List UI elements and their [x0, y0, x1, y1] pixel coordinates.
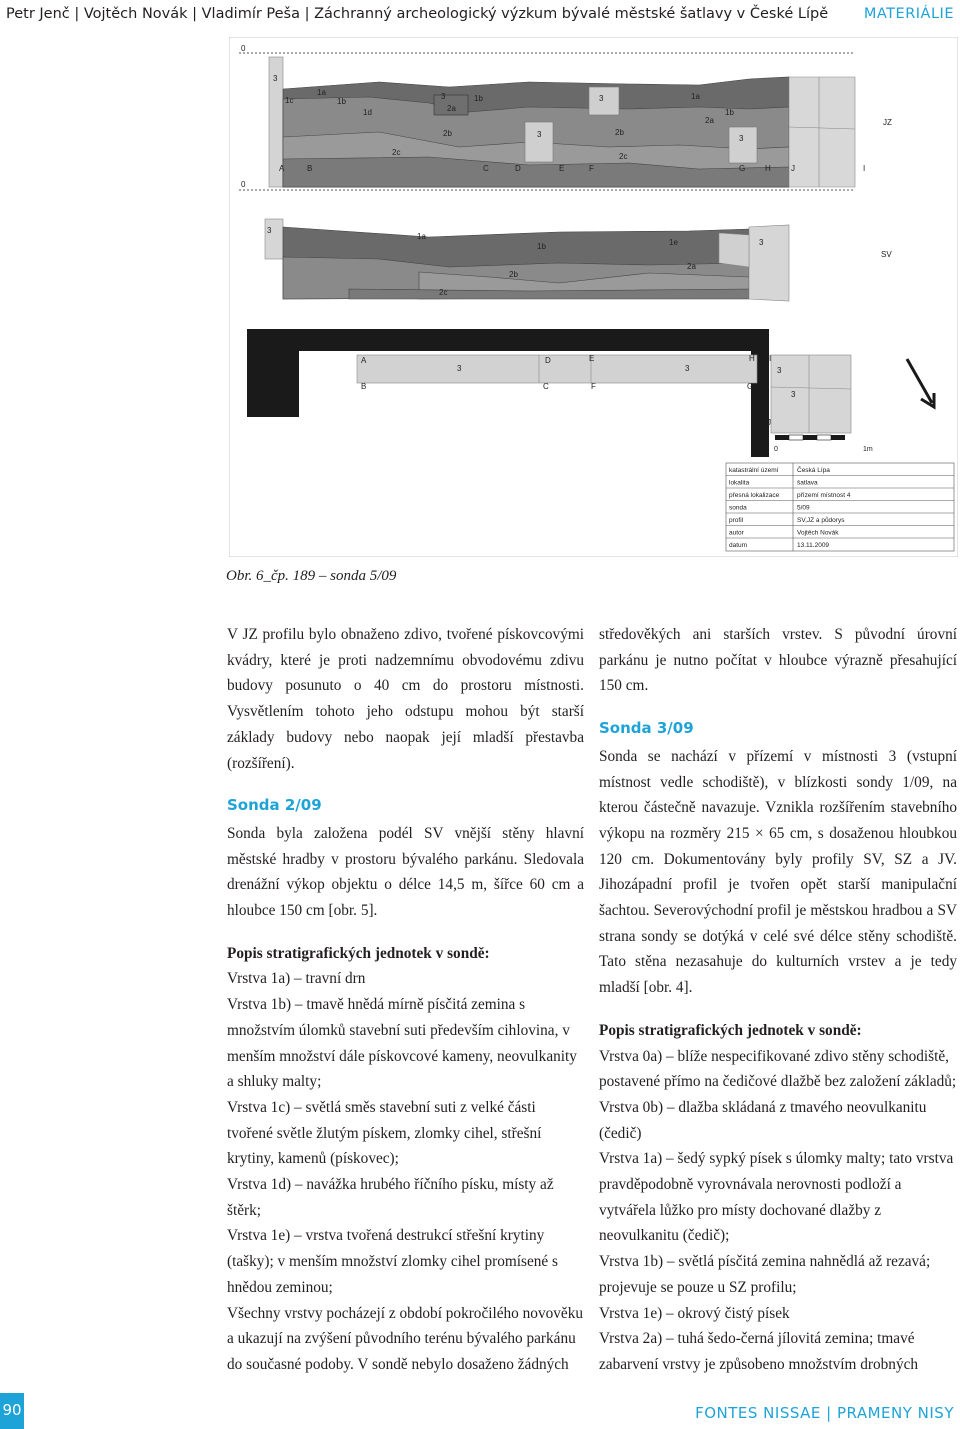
svg-text:3: 3: [273, 74, 278, 83]
paragraph: V JZ profilu bylo obnaženo zdivo, tvořené pískovcovými kvádry, které je proti nadzemnímu obvodovému zdivu budovy posunuto o 40 cm do prostoru místnosti. Vysvětlením tohoto jeho odstupu mohou být starší základy budovy nebo naopak její mladší přestavba (rozšíření).: [227, 626, 584, 772]
left-column: [227, 622, 584, 1378]
svg-text:3: 3: [739, 134, 744, 143]
svg-text:katastrální území: katastrální území: [729, 467, 779, 474]
svg-text:šatlava: šatlava: [797, 479, 818, 487]
svg-text:1b: 1b: [337, 97, 346, 106]
section-label: MATERIÁLIE: [863, 6, 954, 22]
layer-item: Vrstva 0b) – dlažba skládaná z tmavého neovulkanitu (čedič): [599, 1098, 927, 1142]
svg-text:E: E: [589, 354, 595, 363]
section-heading-sonda-2: Sonda 2/09: [227, 796, 322, 815]
svg-text:C: C: [543, 382, 549, 391]
svg-text:3: 3: [441, 92, 446, 101]
layer-item: Vrstva 1d) – navážka hrubého říčního písku, místy až štěrk;: [227, 1176, 554, 1219]
svg-text:lokalita: lokalita: [729, 479, 750, 487]
svg-text:D: D: [515, 164, 521, 173]
scale-end: 1m: [863, 446, 873, 453]
layer-item: Vrstva 1a) – šedý sypký písek s úlomky malty; tato vrstva pravděpodobně vyrovnávala nerovnosti podloží a vytvářela lůžko pro místy dochované dlažby z neovulkanitu (čedič);: [599, 1150, 954, 1245]
layer-item: Vrstva 1c) – světlá směs stavební suti z velké části tvořené světle žlutým pískem, zlomky cihel, střešní krytiny, kamenů (pískovec);: [227, 1098, 542, 1168]
layer-item: Vrstva 2a) – tuhá šedo-černá jílovitá zemina; tmavé zabarvení vrstvy je způsobeno množstvím drobných: [599, 1330, 919, 1373]
svg-text:3: 3: [777, 366, 782, 375]
svg-text:2c: 2c: [392, 148, 401, 157]
svg-text:2a: 2a: [687, 262, 696, 271]
right-column: [599, 622, 957, 1378]
depth-zero-mid: 0: [241, 180, 246, 189]
page-number: 90: [0, 1393, 24, 1429]
layer-item: Vrstva 1b) – světlá písčitá zemina nahnědlá až rezavá; projevuje se pouze u SZ profilu;: [599, 1253, 931, 1296]
depth-zero-top: 0: [241, 44, 246, 53]
svg-text:Vojtěch Novák: Vojtěch Novák: [797, 529, 839, 537]
svg-text:JZ: JZ: [883, 118, 892, 127]
svg-text:2a: 2a: [705, 116, 714, 125]
scale-zero: 0: [774, 446, 778, 453]
paragraph: Sonda se nachází v přízemí v místnosti 3 (vstupní místnost vedle schodiště), v blízkosti sondy 1/09, na kterou částečně navazuje. Vznikla rozšířením stavebního výkopu na rozměry 215 × 65 cm, s dosaženou hloubkou 120 cm. Dokumentovány byly profily SV, SZ a JV. Jihozápadní profil je tvořen opět starší manipulační šachtou. Severovýchodní profil je městskou hradbou a SV strana sondy se dotýká v celé své délce stěny schodiště. Tato stěna nezasahuje do kulturních vrstev a je tedy mladší [obr. 4].: [599, 747, 957, 997]
svg-text:přesná lokalizace: přesná lokalizace: [729, 492, 780, 499]
svg-text:F: F: [591, 382, 596, 391]
svg-text:3: 3: [791, 390, 796, 399]
paragraph: středověkých ani starších vrstev. S původní úrovní parkánu je nutno počítat v hloubce výrazně přesahující 150 cm.: [599, 626, 957, 695]
svg-text:2c: 2c: [619, 152, 628, 161]
svg-text:2b: 2b: [615, 128, 624, 137]
svg-text:C: C: [483, 164, 489, 173]
layer-item: Vrstva 1e) – vrstva tvořená destrukcí střešní krytiny (tašky); v menším množství zlomky cihel promísené s hnědou zeminou;: [227, 1227, 558, 1296]
svg-text:3: 3: [267, 226, 272, 235]
svg-text:1a: 1a: [691, 92, 700, 101]
svg-text:sonda: sonda: [729, 504, 747, 512]
svg-text:J: J: [791, 164, 795, 173]
layer-item: Vrstva 1b) – tmavě hnědá mírně písčitá zemina s množstvím úlomků stavební suti především cihlovina, v menším množství dále pískovcové kameny, neovulkanity a shluky malty;: [227, 996, 577, 1091]
figure-caption: Obr. 6_čp. 189 – sonda 5/09: [226, 568, 397, 584]
svg-text:profil: profil: [729, 517, 744, 524]
figure-sonda-drawing: [229, 37, 958, 557]
svg-text:3: 3: [457, 364, 462, 373]
svg-text:I: I: [863, 164, 866, 173]
svg-text:1c: 1c: [285, 96, 294, 105]
svg-text:H: H: [765, 164, 771, 173]
layer-item: Vrstva 1e) – okrový čistý písek: [599, 1304, 790, 1322]
section-heading-sonda-3: Sonda 3/09: [599, 719, 694, 738]
layer-item: Vrstva 0a) – blíže nespecifikované zdivo stěny schodiště, postavené přímo na čedičové dlažbě bez založení základů;: [599, 1047, 957, 1091]
layer-item: Vrstva 1a) – travní drn: [227, 970, 366, 988]
svg-text:2c: 2c: [439, 288, 448, 297]
svg-text:autor: autor: [729, 529, 744, 537]
svg-text:H: H: [749, 354, 755, 363]
svg-text:13.11.2009: 13.11.2009: [797, 542, 830, 549]
svg-text:Česká Lípa: Česká Lípa: [797, 467, 830, 474]
svg-text:SV,JZ a půdorys: SV,JZ a půdorys: [797, 517, 845, 524]
svg-text:G: G: [739, 164, 746, 173]
svg-text:přízemí místnost 4: přízemí místnost 4: [797, 492, 851, 499]
svg-text:3: 3: [537, 130, 542, 139]
svg-text:F: F: [589, 164, 594, 173]
svg-text:datum: datum: [729, 542, 748, 549]
svg-text:3: 3: [759, 238, 764, 247]
svg-text:1b: 1b: [537, 242, 546, 251]
legend-table: [726, 463, 954, 551]
svg-text:1a: 1a: [317, 88, 326, 97]
svg-text:2b: 2b: [443, 129, 452, 138]
running-header-authors: Petr Jenč | Vojtěch Novák | Vladimír Peša | Záchranný archeologický výzkum bývalé městské šatlavy v České Lípě: [6, 6, 829, 22]
svg-text:B: B: [361, 382, 367, 391]
svg-text:A: A: [279, 164, 285, 173]
svg-text:G: G: [747, 382, 754, 391]
svg-text:1b: 1b: [725, 108, 734, 117]
layer-item: Všechny vrstvy pocházejí z období pokročilého novověku a ukazují na zvýšení původního terénu bývalého parkánu do současné podoby. V sondě nebylo dosaženo žádných: [227, 1304, 583, 1373]
svg-text:3: 3: [685, 364, 690, 373]
svg-text:5/09: 5/09: [797, 504, 810, 512]
svg-text:1a: 1a: [417, 232, 426, 241]
svg-text:3: 3: [599, 94, 604, 103]
svg-text:B: B: [307, 164, 313, 173]
subheading-stratigraphy: Popis stratigrafických jednotek v sondě:: [227, 944, 490, 962]
svg-text:A: A: [361, 356, 367, 365]
svg-text:J: J: [767, 418, 771, 427]
journal-footer: FONTES NISSAE | PRAMENY NISY: [695, 1404, 954, 1422]
svg-text:1e: 1e: [669, 238, 678, 247]
svg-text:1d: 1d: [363, 108, 372, 117]
subheading-stratigraphy: Popis stratigrafických jednotek v sondě:: [599, 1021, 862, 1039]
svg-text:2b: 2b: [509, 270, 518, 279]
svg-text:SV: SV: [881, 250, 892, 259]
paragraph: Sonda byla založena podél SV vnější stěny hlavní městské hradby v prostoru bývalého parkánu. Sledovala drenážní výkop objektu o délce 14,5 m, šířce 60 cm a hloubce 150 cm [obr. 5].: [227, 824, 584, 920]
svg-text:2a: 2a: [447, 104, 456, 113]
svg-text:1b: 1b: [474, 94, 483, 103]
svg-text:E: E: [559, 164, 565, 173]
svg-text:D: D: [545, 356, 551, 365]
figure-svg: [229, 37, 958, 557]
svg-text:I: I: [769, 354, 772, 363]
